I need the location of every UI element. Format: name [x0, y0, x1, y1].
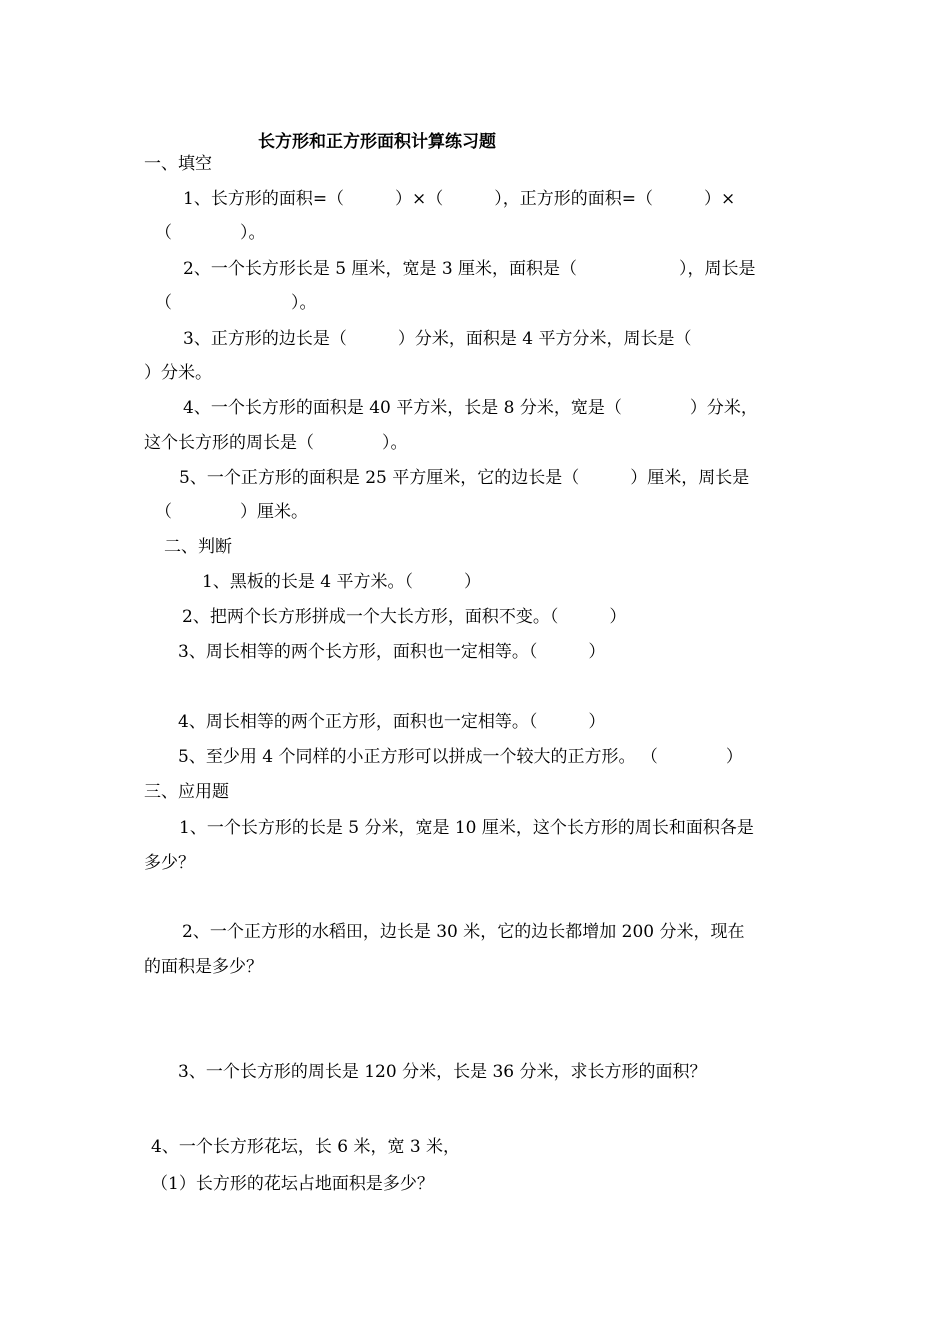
fill-q3-line2: ）分米。	[144, 363, 212, 383]
judge-q1: 1、黑板的长是 4 平方米。（ ）	[202, 572, 481, 592]
fill-q3-line1: 3、正方形的边长是（ ）分米，面积是 4 平方分米，周长是（	[183, 329, 692, 349]
apply-q4: 4、一个长方形花坛，长 6 米，宽 3 米，	[151, 1137, 461, 1157]
judge-q4: 4、周长相等的两个正方形，面积也一定相等。（ ）	[178, 712, 606, 732]
apply-q2-line1: 2、一个正方形的水稻田，边长是 30 米，它的边长都增加 200 分米，现在	[182, 922, 745, 942]
page-title: 长方形和正方形面积计算练习题	[258, 132, 496, 152]
fill-q2-line2: （ ）。	[155, 293, 317, 313]
judge-q5: 5、至少用 4 个同样的小正方形可以拼成一个较大的正方形。 （ ）	[178, 747, 743, 767]
section-heading-fill: 一、填空	[144, 154, 212, 174]
judge-q3: 3、周长相等的两个长方形，面积也一定相等。（ ）	[178, 642, 606, 662]
section-heading-judge: 二、判断	[164, 537, 232, 557]
apply-q2-line2: 的面积是多少？	[144, 957, 263, 977]
fill-q1-line2: （ ）。	[155, 223, 266, 243]
apply-q4-part1: （1）长方形的花坛占地面积是多少？	[151, 1174, 434, 1194]
apply-q1-line1: 1、一个长方形的长是 5 分米，宽是 10 厘米，这个长方形的周长和面积各是	[179, 818, 754, 838]
section-heading-apply: 三、应用题	[144, 782, 229, 802]
fill-q4-line2: 这个长方形的周长是（ ）。	[144, 433, 408, 453]
apply-q1-line2: 多少？	[144, 853, 195, 873]
fill-q1-line1: 1、长方形的面积=（ ）×（ ），正方形的面积=（ ）×	[183, 189, 736, 209]
fill-q4-line1: 4、一个长方形的面积是 40 平方米，长是 8 分米，宽是（ ）分米，	[183, 398, 758, 418]
judge-q2: 2、把两个长方形拼成一个大长方形，面积不变。（ ）	[182, 607, 627, 627]
fill-q2-line1: 2、一个长方形长是 5 厘米，宽是 3 厘米，面积是（ ），周长是	[183, 259, 756, 279]
fill-q5-line2: （ ）厘米。	[155, 502, 308, 522]
fill-q5-line1: 5、一个正方形的面积是 25 平方厘米，它的边长是（ ）厘米，周长是	[179, 468, 750, 488]
apply-q3: 3、一个长方形的周长是 120 分米，长是 36 分米，求长方形的面积？	[178, 1062, 707, 1082]
